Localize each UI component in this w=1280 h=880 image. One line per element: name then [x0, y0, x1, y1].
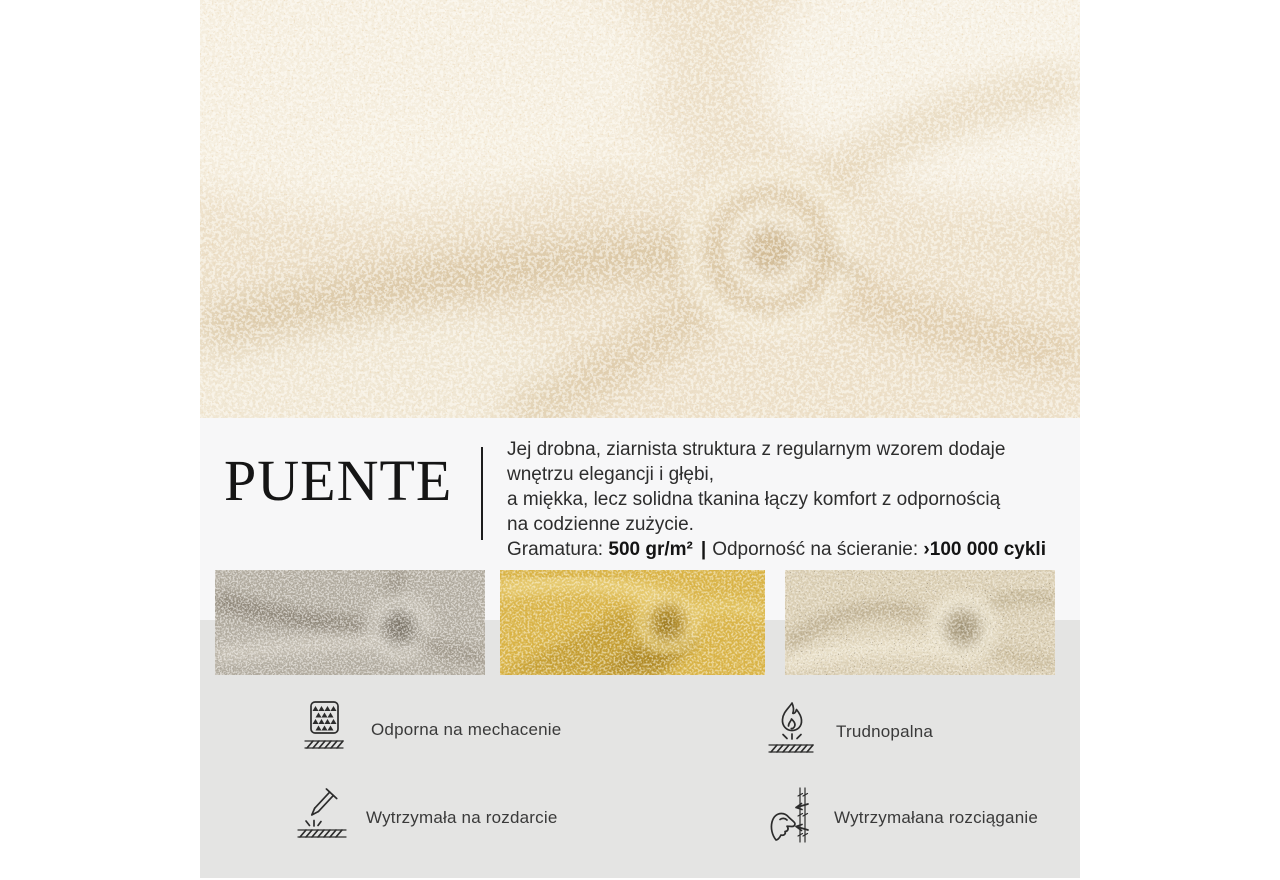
specs-separator: |: [700, 539, 707, 560]
vertical-divider: [481, 447, 483, 540]
specs-line: [507, 537, 1067, 562]
feature-tear: [294, 788, 558, 847]
content-column: [200, 0, 1080, 880]
feature-label: Wytrzymała na rozdarcie: [366, 807, 558, 827]
stretch-resistant-icon: [766, 784, 816, 851]
feature-pilling: [303, 700, 561, 759]
abrasion-label: Odporność na ścieranie:: [712, 539, 919, 560]
flame-resistant-icon: [768, 700, 816, 763]
abrasion-value: ›100 000 cykli: [923, 539, 1046, 560]
feature-label: Trudnopalna: [836, 721, 934, 741]
tear-resistant-icon: [294, 788, 350, 847]
feature-flame: [768, 700, 933, 763]
feature-stretch: [766, 784, 1038, 851]
gray-boucle-image: [215, 570, 485, 675]
description-line: a miękka, lecz solidna tkanina łączy komfort z odpornością: [507, 489, 1001, 510]
feature-label: Wytrzymałana rozciąganie: [834, 807, 1039, 827]
swatch-yellow-boucle: [500, 570, 765, 675]
weight-label: Gramatura:: [507, 539, 604, 560]
product-description: [507, 437, 1067, 562]
beige-tweed-image: [785, 570, 1055, 675]
hero-fabric-photo: [200, 0, 1080, 418]
pilling-resistant-icon: [303, 700, 349, 759]
yellow-boucle-image: [500, 570, 765, 675]
description-line: wnętrzu elegancji i głębi,: [507, 464, 715, 485]
swatch-row: [200, 570, 1080, 675]
description-line: Jej drobna, ziarnista struktura z regularnym wzorem dodaje: [507, 439, 1006, 460]
description-line: na codzienne zużycie.: [507, 514, 694, 535]
page-title: PUENTE: [224, 448, 453, 513]
swatch-beige-tweed: [785, 570, 1055, 675]
cream-fabric-swirl-image: [200, 0, 1080, 418]
weight-value: 500 gr/m²: [608, 539, 693, 560]
swatch-gray-boucle: [215, 570, 485, 675]
feature-label: Odporna na mechacenie: [371, 719, 562, 739]
